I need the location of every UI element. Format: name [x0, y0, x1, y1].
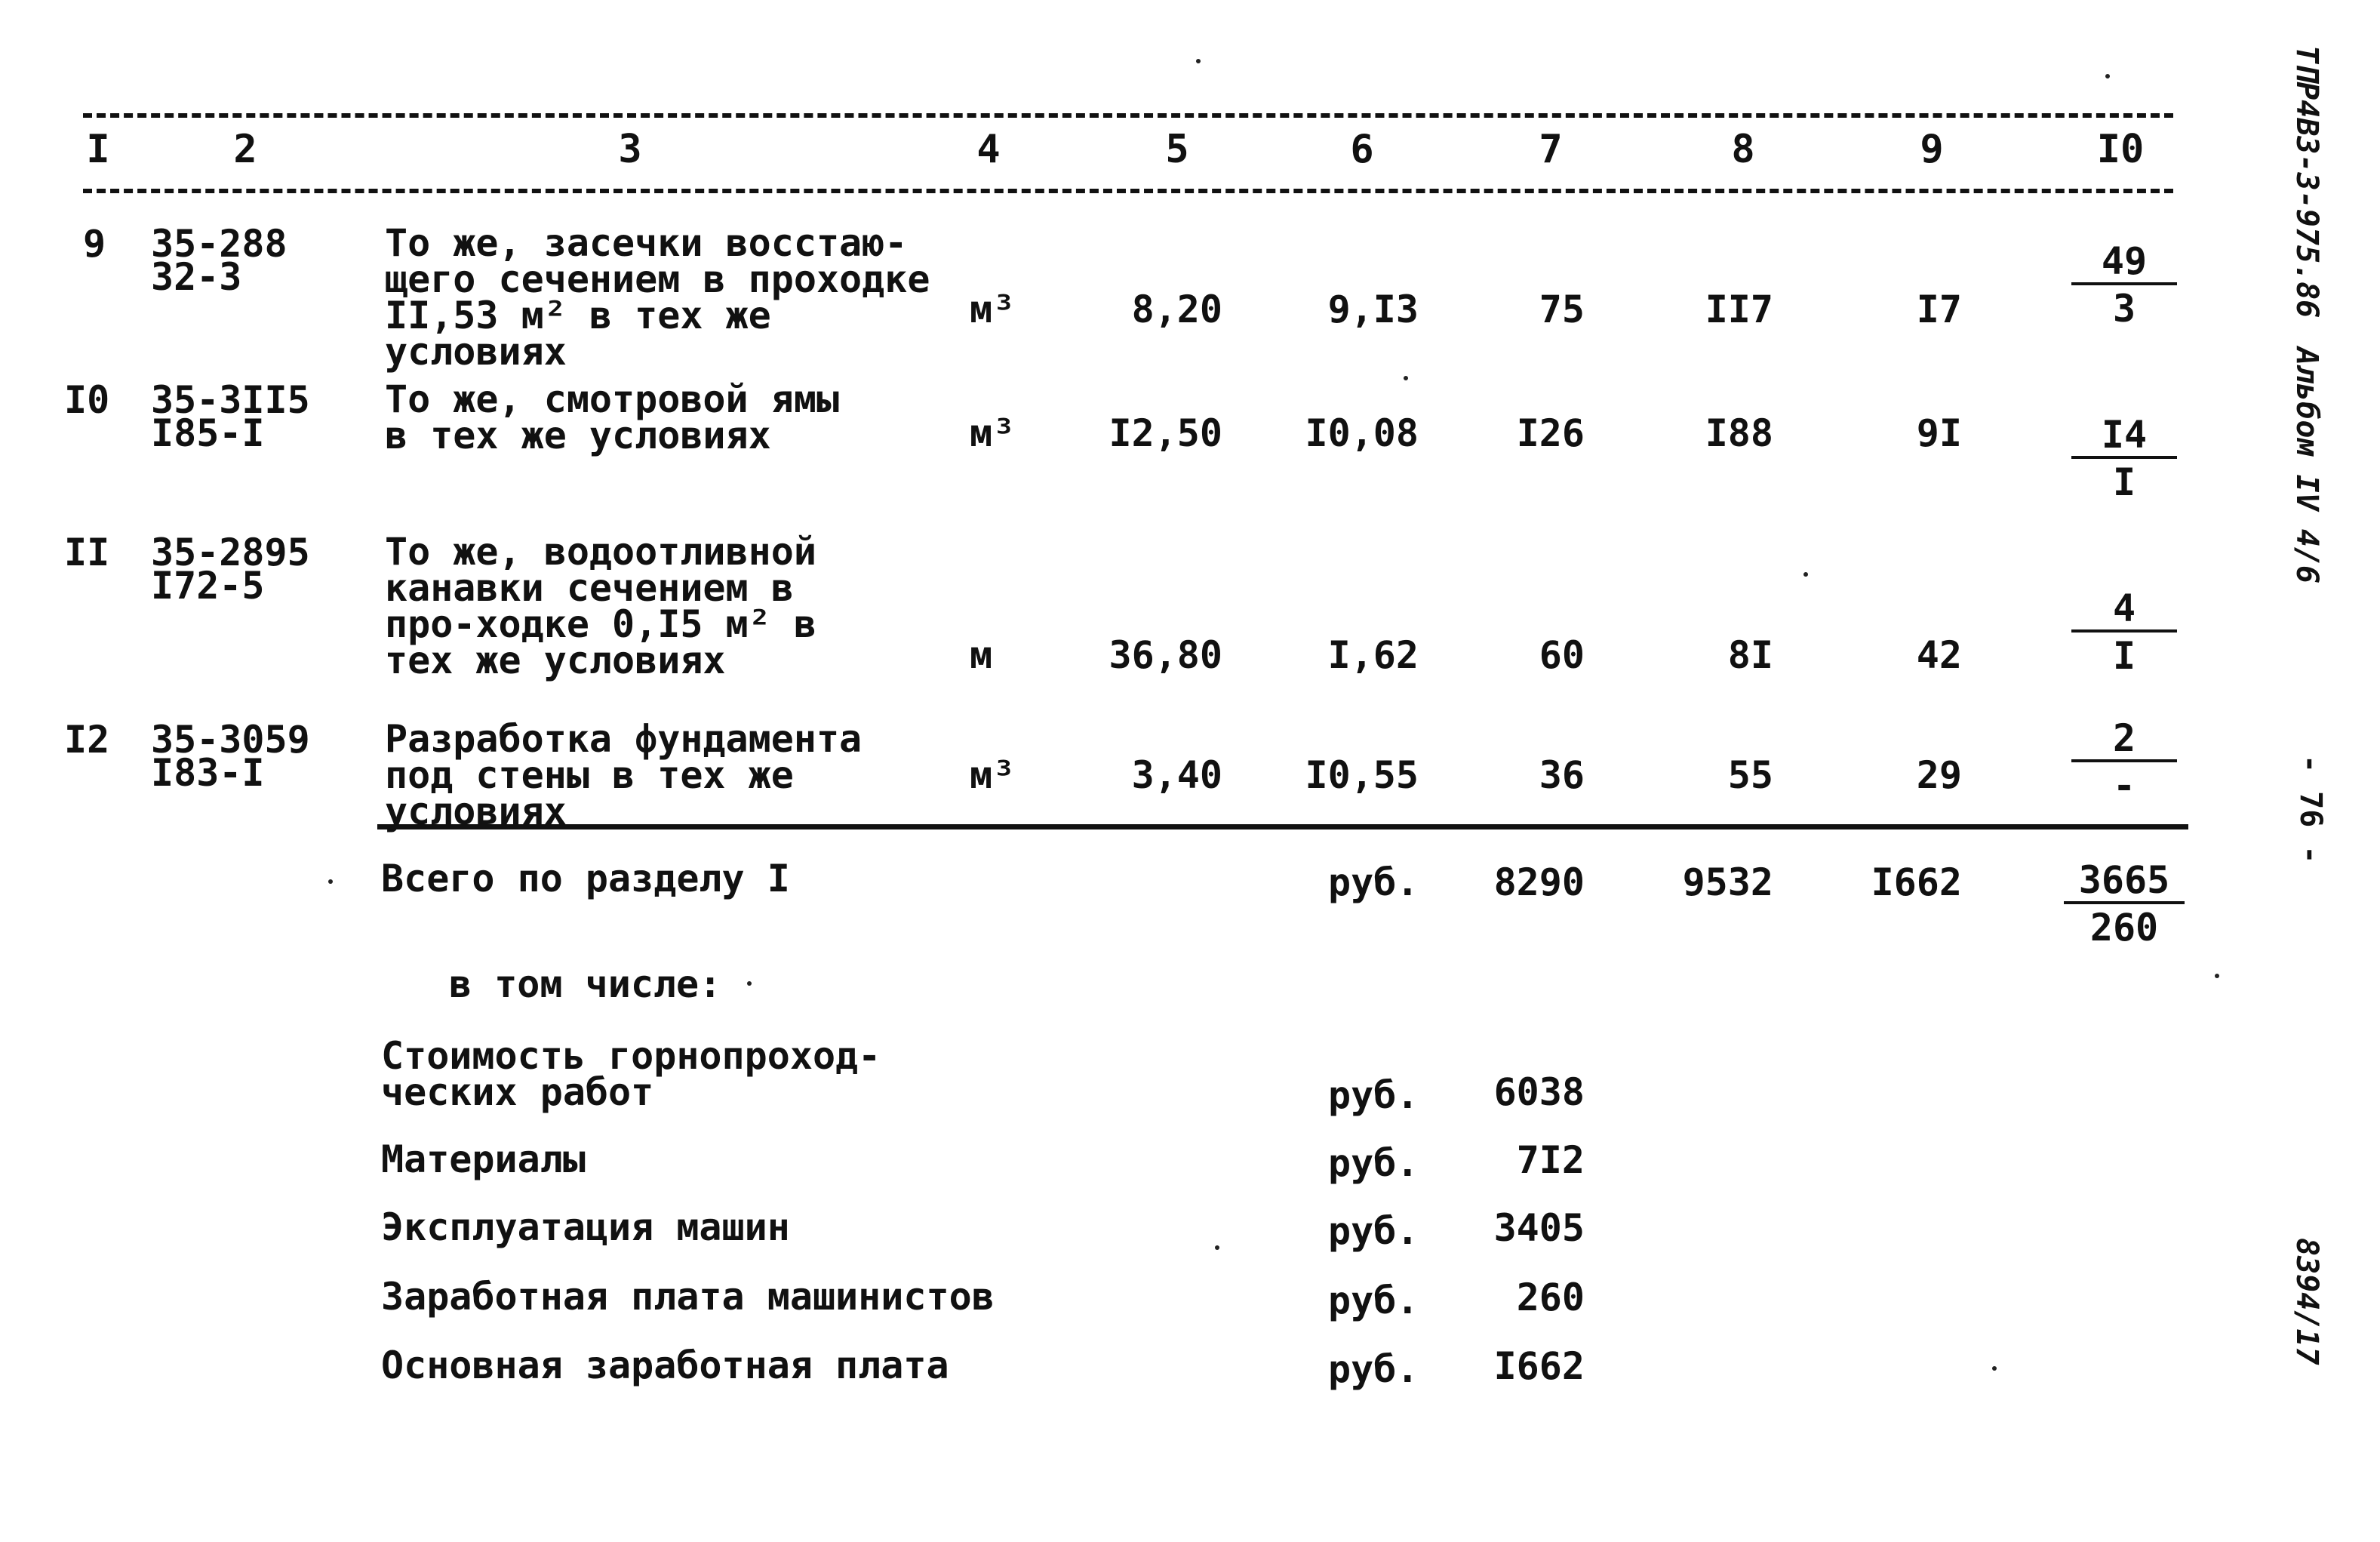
row-col-7: 60: [1539, 633, 1585, 677]
fraction-numerator: 49: [2071, 240, 2177, 285]
fraction-denominator: I: [2112, 634, 2136, 678]
header-col-7: 7: [1539, 127, 1563, 172]
breakdown-label: Материалы: [381, 1137, 586, 1181]
row-col-9: 29: [1916, 753, 1962, 797]
total-col-8: 9532: [1682, 860, 1773, 904]
row-unit: м³: [970, 753, 1016, 797]
row-col-9: 9I: [1916, 411, 1962, 455]
header-col-3: 3: [618, 127, 642, 172]
row-col-7: 75: [1539, 288, 1585, 331]
row-number: 9: [83, 222, 106, 266]
row-code-secondary: I72-5: [151, 564, 265, 608]
breakdown-value: 260: [1516, 1276, 1585, 1319]
total-col-10-fraction: [2064, 859, 2185, 951]
fraction-numerator: 4: [2071, 587, 2177, 632]
row-unit: м: [970, 633, 993, 677]
row-col-10-fraction: [2071, 240, 2177, 332]
row-col-5: 36,80: [1109, 633, 1222, 677]
row-description: То же, водоотливной канавки сечением в про-ходке 0,I5 м² в тех же условиях: [385, 530, 816, 682]
breakdown-value: 3405: [1493, 1206, 1585, 1250]
total-col-7: 8290: [1493, 860, 1585, 904]
header-col-4: 4: [976, 127, 1001, 172]
row-col-10-fraction: [2071, 414, 2177, 506]
row-number: I0: [64, 378, 110, 422]
row-description: То же, смотровой ямы в тех же условиях: [385, 377, 840, 457]
row-code-primary: 35-3II5: [151, 378, 310, 422]
scan-speck: [328, 879, 333, 884]
breakdown-value: 7I2: [1516, 1138, 1585, 1182]
row-col-6: 9,I3: [1327, 288, 1419, 331]
breakdown-label: Стоимость горнопроход- ческих работ: [381, 1034, 881, 1114]
scan-speck: [747, 981, 752, 986]
header-col-10: I0: [2096, 127, 2145, 172]
scan-speck: [1803, 572, 1808, 577]
fraction-numerator: I4: [2071, 414, 2177, 459]
breakdown-label: Основная заработная плата: [381, 1343, 949, 1387]
breakdown-unit: руб.: [1328, 1209, 1419, 1253]
fraction-numerator: 3665: [2064, 859, 2185, 904]
header-col-5: 5: [1165, 127, 1189, 172]
fraction-denominator: 260: [2089, 906, 2159, 950]
breakdown-unit: руб.: [1328, 1279, 1419, 1322]
header-col-6: 6: [1350, 127, 1374, 172]
header-col-9: 9: [1920, 127, 1944, 172]
scan-speck: [1992, 1366, 1997, 1371]
scan-speck: [2105, 74, 2110, 78]
row-col-8: 55: [1727, 753, 1773, 797]
row-col-10-fraction: [2071, 587, 2177, 679]
row-col-7: 36: [1539, 753, 1585, 797]
row-col-6: I0,08: [1305, 411, 1419, 455]
total-separator-rule: [377, 824, 2188, 829]
row-description: Разработка фундамента под стены в тех же условиях: [385, 717, 863, 833]
breakdown-unit: руб.: [1328, 1347, 1419, 1391]
scan-speck: [1404, 376, 1408, 380]
row-description: То же, засечки восстаю-щего сечением в проходке II,53 м² в тех же условиях: [385, 221, 930, 374]
fraction-denominator: 3: [2112, 287, 2136, 331]
row-col-9: 42: [1916, 633, 1962, 677]
row-col-5: I2,50: [1109, 411, 1222, 455]
breakdown-label: Эксплуатация машин: [381, 1205, 790, 1249]
row-unit: м³: [970, 411, 1016, 455]
including-label: в том числе:: [449, 962, 722, 1006]
side-page-number: - 76 -: [2293, 755, 2328, 864]
row-col-8: II7: [1705, 288, 1773, 331]
row-code-primary: 35-2895: [151, 531, 310, 574]
header-col-8: 8: [1731, 127, 1755, 172]
fraction-denominator: -: [2112, 764, 2136, 808]
row-unit: м³: [970, 288, 1016, 331]
scan-speck: [1215, 1245, 1219, 1250]
row-number: II: [64, 531, 110, 574]
fraction-denominator: I: [2112, 460, 2136, 504]
breakdown-unit: руб.: [1328, 1141, 1419, 1185]
row-col-9: I7: [1916, 288, 1962, 331]
row-code-primary: 35-3059: [151, 718, 310, 762]
fraction-numerator: 2: [2071, 717, 2177, 762]
row-col-8: I88: [1705, 411, 1773, 455]
row-col-5: 3,40: [1131, 753, 1222, 797]
header-bottom-rule: [83, 189, 2173, 193]
side-doc-code: ТПР4В3-3-975.86: [2289, 45, 2324, 319]
breakdown-value: I662: [1493, 1344, 1585, 1388]
breakdown-value: 6038: [1493, 1070, 1585, 1114]
row-col-8: 8I: [1727, 633, 1773, 677]
breakdown-unit: руб.: [1328, 1073, 1419, 1117]
row-number: I2: [64, 718, 110, 762]
header-top-rule: [83, 113, 2173, 118]
side-archive-number: 8394/17: [2289, 1238, 2324, 1365]
row-col-6: I,62: [1327, 633, 1419, 677]
header-col-2: 2: [233, 127, 257, 172]
row-code-primary: 35-288: [151, 222, 288, 266]
row-col-5: 8,20: [1131, 288, 1222, 331]
scan-speck: [1196, 59, 1201, 63]
row-code-secondary: 32-3: [151, 255, 242, 299]
side-album: Альбом IV 4/6: [2289, 347, 2324, 584]
total-unit: руб.: [1328, 860, 1419, 904]
header-col-1: I: [86, 127, 110, 172]
total-col-9: I662: [1871, 860, 1962, 904]
row-code-secondary: I83-I: [151, 751, 265, 795]
row-col-6: I0,55: [1305, 753, 1419, 797]
row-col-7: I26: [1516, 411, 1585, 455]
scan-speck: [2215, 974, 2219, 978]
total-label: Всего по разделу I: [381, 857, 790, 900]
breakdown-label: Заработная плата машинистов: [381, 1275, 995, 1319]
row-code-secondary: I85-I: [151, 411, 265, 455]
row-col-10-fraction: [2071, 717, 2177, 809]
